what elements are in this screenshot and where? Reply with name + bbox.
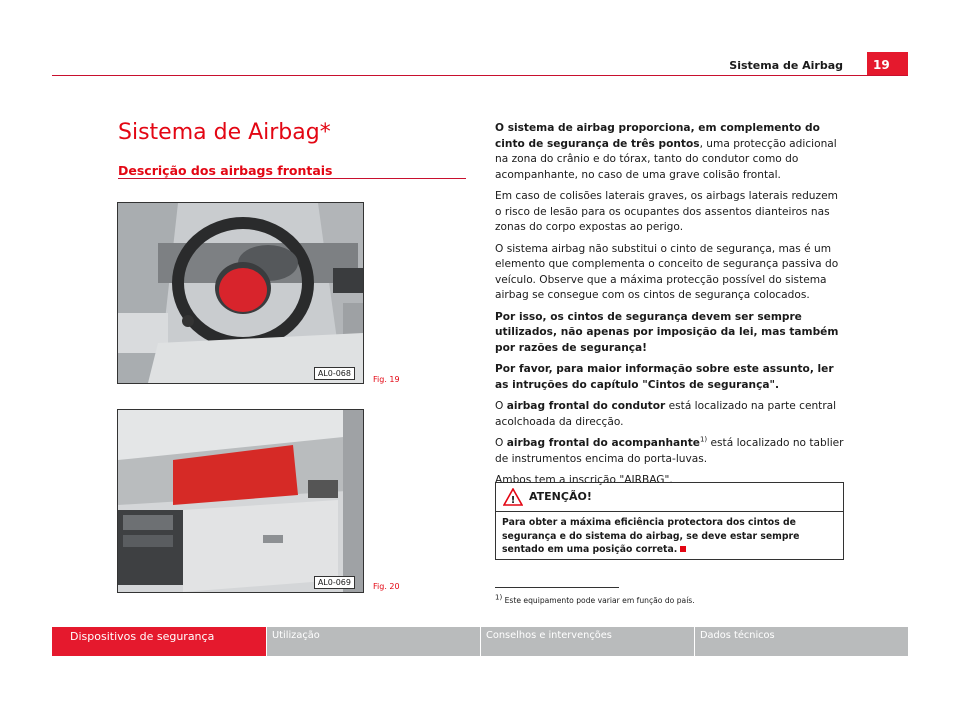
header-rule: [52, 75, 908, 76]
paragraph: O airbag frontal do condutor está localizado na parte central acolchoada da direcção.: [495, 400, 837, 428]
warning-header: [496, 483, 843, 512]
paragraph: O sistema de airbag proporciona, em complemento do cinto de segurança de três pontos, uma protecção adicional na zona do crânio e do tórax, tanto do condutor como do acompanhante, no caso de uma grave colisão frontal.: [495, 122, 837, 181]
warning-triangle-icon: [503, 488, 523, 510]
steering-wheel-illustration: [118, 203, 363, 383]
subtitle-rule: [118, 178, 466, 179]
figure-label: Fig. 19: [373, 375, 400, 384]
paragraph: Por favor, para maior informação sobre este assunto, ler as intruções do capítulo "Cintos de segurança".: [495, 363, 834, 391]
page-title: Sistema de Airbag*: [118, 120, 331, 145]
paragraph: O airbag frontal do acompanhante$^{1)}$ está localizado no tablier de instrumentos encima do porta-luvas.: [495, 435, 844, 465]
paragraph: Em caso de colisões laterais graves, os airbags laterais reduzem o risco de lesão para os ocupantes dos assentos dianteiros nas zonas do corpo expostas ao perigo.: [495, 190, 838, 233]
footer-tab-dispositivos[interactable]: Dispositivos de segurança: [52, 627, 266, 656]
figure-driver-airbag: [117, 202, 364, 384]
paragraph: O sistema airbag não substitui o cinto de segurança, mas é um elemento que complementa o conceito de segurança passiva do veículo. Observe que a máxima protecção possível do sistema airbag se consegue com os cintos de segurança colocados.: [495, 242, 839, 301]
figure-passenger-airbag: [117, 409, 364, 593]
footer-nav: [52, 627, 908, 656]
svg-text:!: !: [510, 495, 516, 506]
figure-label: Fig. 20: [373, 582, 400, 591]
header-section-title: Sistema de Airbag: [729, 59, 843, 72]
figure-code: AL0-068: [314, 367, 355, 380]
paragraph: Ambos tem a inscrição "AIRBAG".: [495, 474, 673, 486]
warning-title: ATENÇÃO!: [529, 490, 592, 503]
footer-tab-conselhos[interactable]: Conselhos e intervenções: [480, 627, 694, 656]
page-number: 19: [867, 52, 908, 75]
footer-tab-utilizacao[interactable]: Utilização: [266, 627, 480, 656]
section-subtitle: Descrição dos airbags frontais: [118, 163, 333, 178]
figure-code: AL0-069: [314, 576, 355, 589]
footnote-rule: [495, 587, 619, 588]
footnote: $^{1)}$ Este equipamento pode variar em função do país.: [495, 593, 695, 605]
end-marker-icon: [680, 546, 686, 552]
warning-text: Para obter a máxima eficiência protectora dos cintos de segurança e do sistema do airbag, se deve estar sempre sentado em uma posição correta.: [502, 517, 800, 555]
dashboard-illustration: [118, 410, 363, 592]
paragraph: Por isso, os cintos de segurança devem ser sempre utilizados, não apenas por imposição da lei, mas também por razões de segurança!: [495, 310, 839, 354]
footer-tab-dados-tecnicos[interactable]: Dados técnicos: [694, 627, 908, 656]
warning-box: [495, 482, 844, 560]
body-text: [495, 121, 845, 495]
